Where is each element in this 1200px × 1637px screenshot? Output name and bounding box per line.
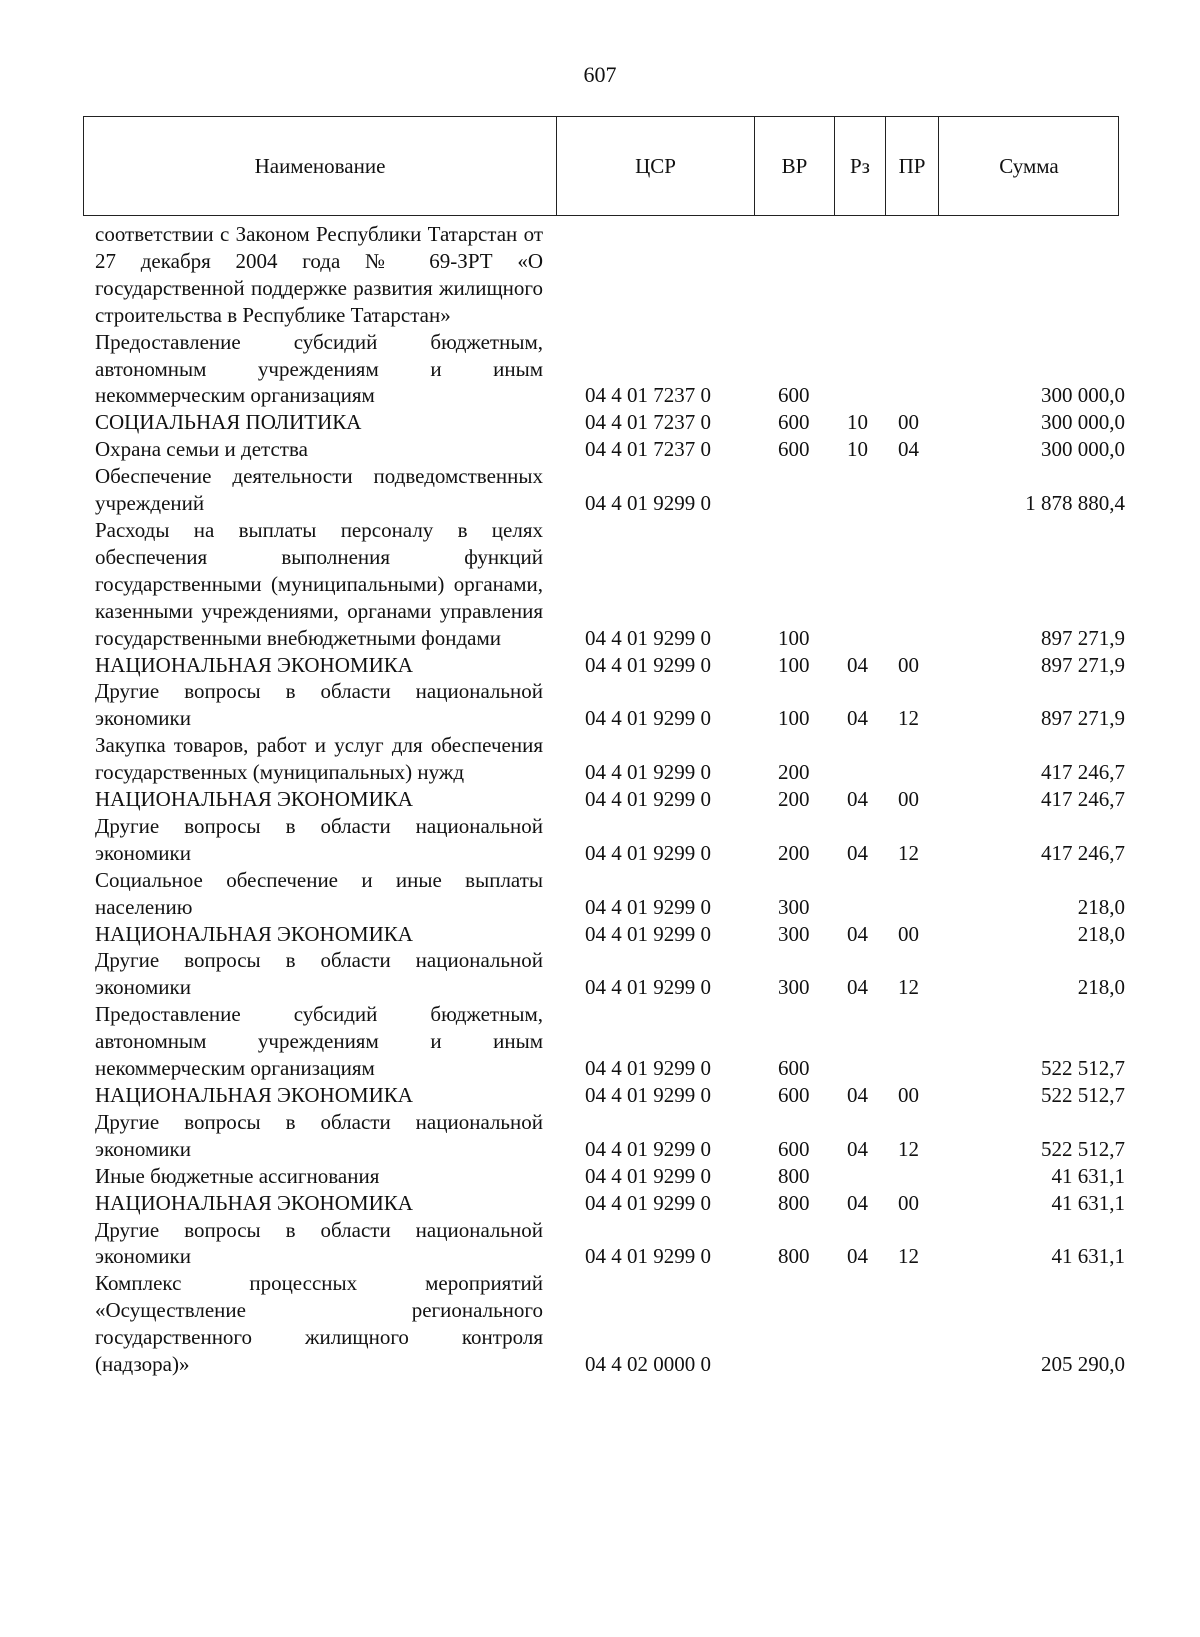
row-rz: 10 <box>847 410 868 435</box>
row-csr: 04 4 01 7237 0 <box>585 410 711 435</box>
table-row <box>95 813 1125 867</box>
table-row <box>95 1082 1125 1109</box>
row-csr: 04 4 01 9299 0 <box>585 1083 711 1107</box>
row-name: НАЦИОНАЛЬНАЯ ЭКОНОМИКА <box>95 1083 413 1107</box>
row-csr: 04 4 01 9299 0 <box>585 625 711 650</box>
row-csr: 04 4 01 9299 0 <box>585 1244 711 1269</box>
row-rz: 04 <box>847 840 868 865</box>
row-csr: 04 4 02 0000 0 <box>585 1352 711 1377</box>
row-pr: 00 <box>898 921 919 946</box>
row-sum: 300 000,0 <box>1041 437 1125 462</box>
header-name: Наименование <box>254 153 386 178</box>
row-vr: 600 <box>778 383 810 408</box>
row-name: Другие вопросы в области национальной экономики <box>95 813 543 865</box>
row-pr: 12 <box>898 1136 919 1161</box>
row-pr: 12 <box>898 975 919 1000</box>
row-vr: 800 <box>778 1244 810 1269</box>
table-row <box>95 1109 1125 1163</box>
row-csr: 04 4 01 9299 0 <box>585 1163 711 1188</box>
table-row <box>95 732 1125 786</box>
row-vr: 600 <box>778 1136 810 1161</box>
row-pr: 00 <box>898 1190 919 1215</box>
row-name: НАЦИОНАЛЬНАЯ ЭКОНОМИКА <box>95 921 413 946</box>
row-sum: 300 000,0 <box>1041 410 1125 435</box>
row-name: Другие вопросы в области национальной экономики <box>95 679 543 731</box>
row-vr: 800 <box>778 1190 810 1215</box>
table-row <box>95 463 1125 517</box>
row-pr: 12 <box>898 706 919 731</box>
row-name: Другие вопросы в области национальной экономики <box>95 1109 543 1161</box>
row-vr: 600 <box>778 1056 810 1081</box>
table-header <box>83 116 1119 216</box>
table-row <box>95 1217 1125 1271</box>
row-name: НАЦИОНАЛЬНАЯ ЭКОНОМИКА <box>95 1190 413 1215</box>
row-sum: 897 271,9 <box>1041 706 1125 731</box>
row-name: Закупка товаров, работ и услуг для обеспечения государственных (муниципальных) нужд <box>95 733 543 785</box>
row-vr: 200 <box>778 840 810 865</box>
table-body <box>95 221 1125 1378</box>
row-sum: 41 631,1 <box>1051 1163 1125 1188</box>
row-sum: 300 000,0 <box>1041 383 1125 408</box>
row-sum: 205 290,0 <box>1041 1352 1125 1377</box>
row-vr: 800 <box>778 1163 810 1188</box>
row-vr: 300 <box>778 921 810 946</box>
row-csr: 04 4 01 9299 0 <box>585 760 711 785</box>
row-rz: 04 <box>847 787 868 812</box>
table-row <box>95 517 1125 652</box>
row-rz: 04 <box>847 706 868 731</box>
row-sum: 417 246,7 <box>1041 787 1125 812</box>
row-csr: 04 4 01 9299 0 <box>585 840 711 865</box>
table-row <box>95 1001 1125 1082</box>
row-vr: 200 <box>778 787 810 812</box>
row-pr: 00 <box>898 1083 919 1107</box>
row-csr: 04 4 01 9299 0 <box>585 975 711 1000</box>
row-name: Расходы на выплаты персоналу в целях обеспечения выполнения функций государственными (муниципальными) органами, казенными учреждениями, органами управления государственными внебюджетными фондами <box>95 517 543 650</box>
row-rz: 10 <box>847 437 868 462</box>
row-pr: 00 <box>898 410 919 435</box>
table-row <box>95 947 1125 1001</box>
row-rz: 04 <box>847 1083 868 1107</box>
table-row <box>95 436 1125 463</box>
row-name: Предоставление субсидий бюджетным, автономным учреждениям и иным некоммерческим организациям <box>95 1002 543 1081</box>
table-row <box>95 409 1125 436</box>
table-row <box>95 678 1125 732</box>
row-vr: 600 <box>778 1083 810 1107</box>
row-sum: 417 246,7 <box>1041 840 1125 865</box>
row-sum: 522 512,7 <box>1041 1083 1125 1107</box>
row-csr: 04 4 01 7237 0 <box>585 437 711 462</box>
row-vr: 300 <box>778 894 810 919</box>
row-rz: 04 <box>847 1190 868 1215</box>
row-name: Охрана семьи и детства <box>95 437 308 462</box>
row-sum: 1 878 880,4 <box>1025 491 1125 516</box>
row-name: соответствии с Законом Республики Татарстан от 27 декабря 2004 года № 69-ЗРТ «О государственной поддержке развития жилищного строительства в Республике Татарстан» <box>95 222 543 327</box>
row-rz: 04 <box>847 652 868 677</box>
row-rz: 04 <box>847 921 868 946</box>
row-pr: 12 <box>898 840 919 865</box>
row-vr: 300 <box>778 975 810 1000</box>
row-sum: 218,0 <box>1077 894 1125 919</box>
header-sum: Сумма <box>938 117 1119 215</box>
table-row <box>95 867 1125 921</box>
row-vr: 100 <box>778 652 810 677</box>
row-pr: 00 <box>898 787 919 812</box>
row-sum: 218,0 <box>1077 921 1125 946</box>
row-rz: 04 <box>847 1244 868 1269</box>
table-row <box>95 1163 1125 1190</box>
row-rz: 04 <box>847 975 868 1000</box>
header-csr: ЦСР <box>556 117 754 215</box>
header-pr: ПР <box>885 117 938 215</box>
row-name: Другие вопросы в области национальной экономики <box>95 1217 543 1269</box>
row-sum: 41 631,1 <box>1051 1244 1125 1269</box>
row-csr: 04 4 01 7237 0 <box>585 383 711 408</box>
row-sum: 897 271,9 <box>1041 625 1125 650</box>
row-name: НАЦИОНАЛЬНАЯ ЭКОНОМИКА <box>95 787 413 812</box>
page-number: 607 <box>583 62 617 87</box>
row-sum: 417 246,7 <box>1041 760 1125 785</box>
row-sum: 218,0 <box>1077 975 1125 1000</box>
table-row <box>95 1270 1125 1378</box>
row-csr: 04 4 01 9299 0 <box>585 1190 711 1215</box>
row-csr: 04 4 01 9299 0 <box>585 921 711 946</box>
table-row <box>95 1190 1125 1217</box>
row-name: Иные бюджетные ассигнования <box>95 1163 380 1188</box>
header-rz: Рз <box>834 117 885 215</box>
row-vr: 600 <box>778 410 810 435</box>
row-name: Предоставление субсидий бюджетным, автономным учреждениям и иным некоммерческим организациям <box>95 329 543 408</box>
row-csr: 04 4 01 9299 0 <box>585 894 711 919</box>
row-vr: 600 <box>778 437 810 462</box>
row-csr: 04 4 01 9299 0 <box>585 652 711 677</box>
row-vr: 200 <box>778 760 810 785</box>
row-name: НАЦИОНАЛЬНАЯ ЭКОНОМИКА <box>95 652 413 677</box>
row-vr: 100 <box>778 706 810 731</box>
table-row <box>95 329 1125 410</box>
table-row <box>95 786 1125 813</box>
row-sum: 522 512,7 <box>1041 1056 1125 1081</box>
header-vr: ВР <box>754 117 834 215</box>
row-pr: 00 <box>898 652 919 677</box>
table-row <box>95 921 1125 948</box>
row-rz: 04 <box>847 1136 868 1161</box>
row-sum: 41 631,1 <box>1051 1190 1125 1215</box>
row-name: Социальное обеспечение и иные выплаты населению <box>95 867 543 919</box>
row-pr: 04 <box>898 437 919 462</box>
row-sum: 897 271,9 <box>1041 652 1125 677</box>
row-name: Комплекс процессных мероприятий «Осуществление регионального государственного жилищного контроля (надзора)» <box>95 1271 543 1377</box>
row-vr: 100 <box>778 625 810 650</box>
row-csr: 04 4 01 9299 0 <box>585 1056 711 1081</box>
row-name: Другие вопросы в области национальной экономики <box>95 948 543 1000</box>
table-row <box>95 652 1125 679</box>
row-csr: 04 4 01 9299 0 <box>585 787 711 812</box>
row-sum: 522 512,7 <box>1041 1136 1125 1161</box>
row-name: Обеспечение деятельности подведомственных учреждений <box>95 464 543 516</box>
row-csr: 04 4 01 9299 0 <box>585 1136 711 1161</box>
row-name: СОЦИАЛЬНАЯ ПОЛИТИКА <box>95 410 362 435</box>
table-row <box>95 221 1125 329</box>
row-pr: 12 <box>898 1244 919 1269</box>
row-csr: 04 4 01 9299 0 <box>585 706 711 731</box>
row-csr: 04 4 01 9299 0 <box>585 491 711 516</box>
